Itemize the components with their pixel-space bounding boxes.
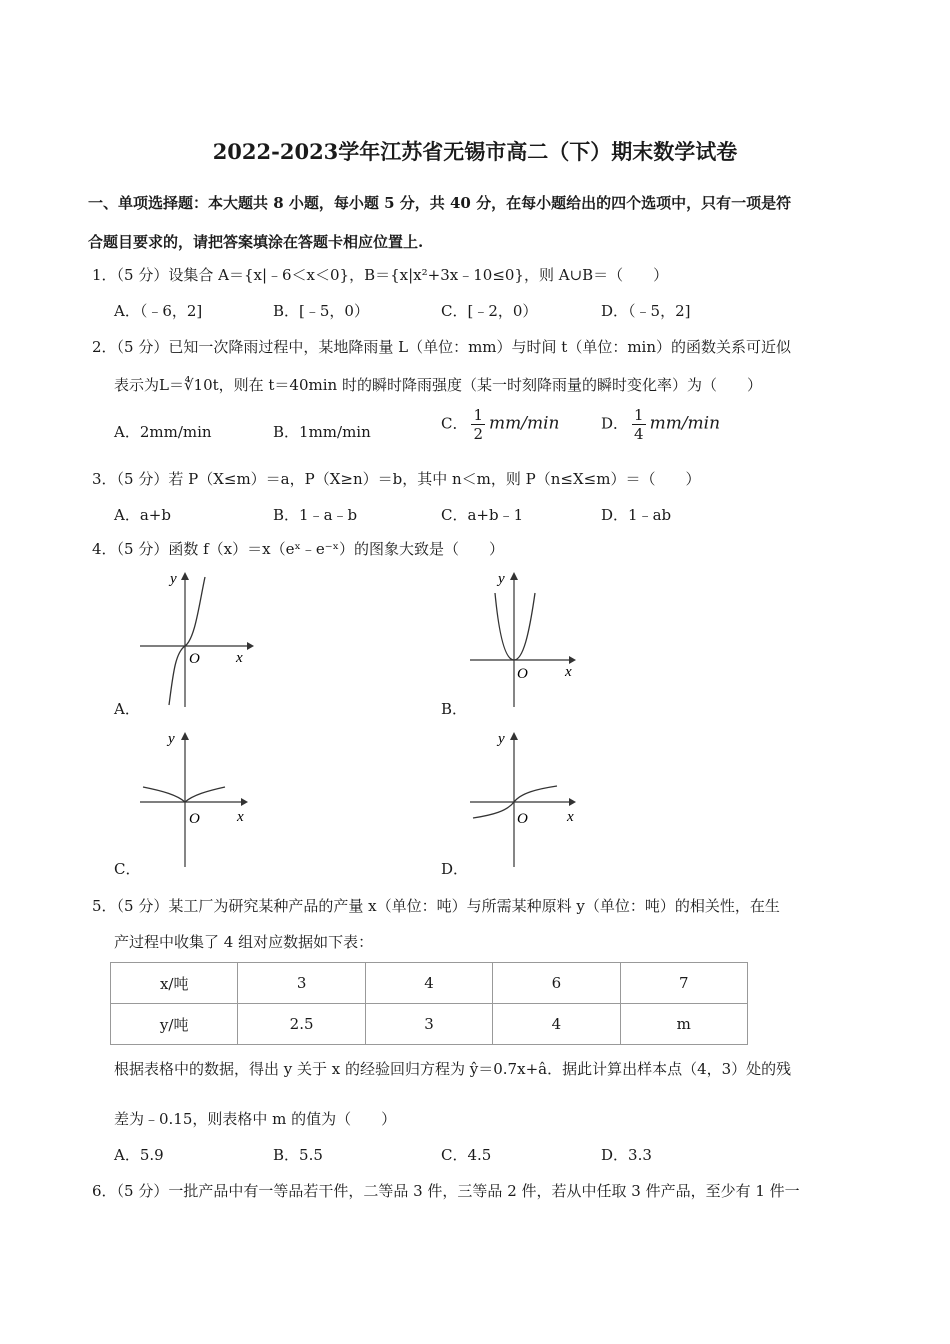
- q4-graph-c-y-label: y: [168, 731, 175, 747]
- q4-graph-c: [135, 725, 255, 870]
- q3-option-c: C．a+b﹣1: [441, 506, 524, 524]
- table-row: [111, 1004, 748, 1045]
- q5-option-d: D．3.3: [601, 1146, 652, 1164]
- table-cell: m: [620, 1004, 747, 1045]
- q3-option-d: D．1﹣ab: [601, 506, 672, 524]
- q5-after-line1: 根据表格中的数据，得出 y 关于 x 的经验回归方程为 ŷ＝0.7x+â．据此计算出样本点（4，3）处的残: [114, 1060, 792, 1078]
- q4-graph-c-origin: O: [189, 811, 200, 827]
- table-row: [111, 963, 748, 1004]
- q1-option-a: A．（﹣6，2]: [114, 302, 203, 320]
- section-heading-line2: 合题目要求的，请把答案填涂在答题卡相应位置上.: [88, 233, 424, 251]
- q4-graph-a-x-label: x: [236, 650, 243, 666]
- table-cell: 7: [620, 963, 747, 1004]
- q1-option-c: C．[﹣2，0）: [441, 302, 538, 320]
- q5-after-line2: 差为﹣0.15，则表格中 m 的值为（ ）: [114, 1110, 397, 1128]
- q4-graph-b: [465, 565, 585, 710]
- q4-option-d-label: D．: [441, 860, 469, 878]
- q6-stem-line1: 6．（5 分）一批产品中有一等品若干件，二等品 3 件，三等品 2 件，若从中任取 3 件产品，至少有 1 件一: [92, 1182, 800, 1200]
- q4-graph-b-x-label: x: [565, 664, 572, 680]
- table-cell: 4: [493, 1004, 620, 1045]
- q2-stem-line1: 2．（5 分）已知一次降雨过程中，某地降雨量 L（单位：mm）与时间 t（单位：min）的函数关系可近似: [92, 338, 792, 356]
- q4-graph-d-x-label: x: [567, 809, 574, 825]
- q4-graph-d-origin: O: [517, 811, 528, 827]
- q2-option-c: [441, 406, 560, 443]
- q5-stem-line1: 5．（5 分）某工厂为研究某种产品的产量 x（单位：吨）与所需某种原料 y（单位：吨）的相关性，在生: [92, 897, 780, 915]
- table-cell: 2.5: [238, 1004, 365, 1045]
- q4-graph-a: [135, 565, 255, 710]
- q3-option-a: A．a+b: [114, 506, 171, 524]
- table-cell: 3: [238, 963, 365, 1004]
- table-cell: 3: [365, 1004, 492, 1045]
- q2-option-b: B．1mm/min: [273, 423, 371, 441]
- q2-stem-line2: 表示为L＝∜10t，则在 t＝40min 时的瞬时降雨强度（某一时刻降雨量的瞬时变化率）为（ ）: [114, 376, 762, 394]
- q5-option-b: B．5.5: [273, 1146, 323, 1164]
- q2-option-c-fraction: [471, 406, 485, 443]
- q4-stem: 4．（5 分）函数 f（x）＝x（eˣ﹣e⁻ˣ）的图象大致是（ ）: [92, 540, 504, 558]
- q2-option-d: [601, 406, 720, 443]
- q1-stem: 1．（5 分）设集合 A＝{x|﹣6＜x＜0}，B＝{x|x²+3x﹣10≤0}，则 A∪B＝（ ）: [92, 266, 669, 284]
- q2-option-a: A．2mm/min: [114, 423, 212, 441]
- q5-stem-line2: 产过程中收集了 4 组对应数据如下表：: [114, 933, 374, 951]
- q1-option-d: D．（﹣5，2]: [601, 302, 691, 320]
- q5-option-c: C．4.5: [441, 1146, 492, 1164]
- q4-graph-d-y-label: y: [498, 731, 505, 747]
- page-title: 2022-2023学年江苏省无锡市高二（下）期末数学试卷: [212, 139, 738, 164]
- q4-option-b-label: B．: [441, 700, 468, 718]
- q2-option-d-unit: mm/min: [649, 413, 721, 434]
- section-heading-line1: 一、单项选择题：本大题共 8 小题，每小题 5 分，共 40 分，在每小题给出的四个选项中，只有一项是符: [88, 194, 792, 212]
- q4-graph-b-origin: O: [517, 666, 528, 682]
- q4-option-a-label: A．: [114, 700, 140, 718]
- q2-option-c-label: C．: [441, 414, 468, 433]
- q1-option-b: B．[﹣5，0）: [273, 302, 369, 320]
- q5-option-a: A．5.9: [114, 1146, 164, 1164]
- q2-option-d-label: D．: [601, 414, 629, 433]
- q4-graph-d: [465, 725, 585, 870]
- q4-graph-c-x-label: x: [237, 809, 244, 825]
- q2-option-d-fraction: [632, 406, 646, 443]
- q4-graph-a-origin: O: [189, 651, 200, 667]
- table-cell: 6: [493, 963, 620, 1004]
- q2-option-c-numerator: 1: [473, 406, 484, 424]
- table-cell: y/吨: [111, 1004, 238, 1045]
- q4-graph-b-y-label: y: [498, 571, 505, 587]
- q2-option-c-denominator: 2: [473, 425, 484, 443]
- table-cell: 4: [365, 963, 492, 1004]
- q4-option-c-label: C．: [114, 860, 141, 878]
- q5-data-table: [110, 962, 748, 1045]
- q3-stem: 3．（5 分）若 P（X≤m）＝a，P（X≥n）＝b，其中 n＜m，则 P（n≤X≤m）＝（ ）: [92, 470, 701, 488]
- q2-option-c-unit: mm/min: [489, 413, 560, 434]
- q2-option-d-numerator: 1: [634, 406, 644, 424]
- q2-option-d-denominator: 4: [634, 425, 644, 443]
- q3-option-b: B．1﹣a﹣b: [273, 506, 358, 524]
- table-cell: x/吨: [111, 963, 238, 1004]
- q4-graph-a-y-label: y: [170, 571, 177, 587]
